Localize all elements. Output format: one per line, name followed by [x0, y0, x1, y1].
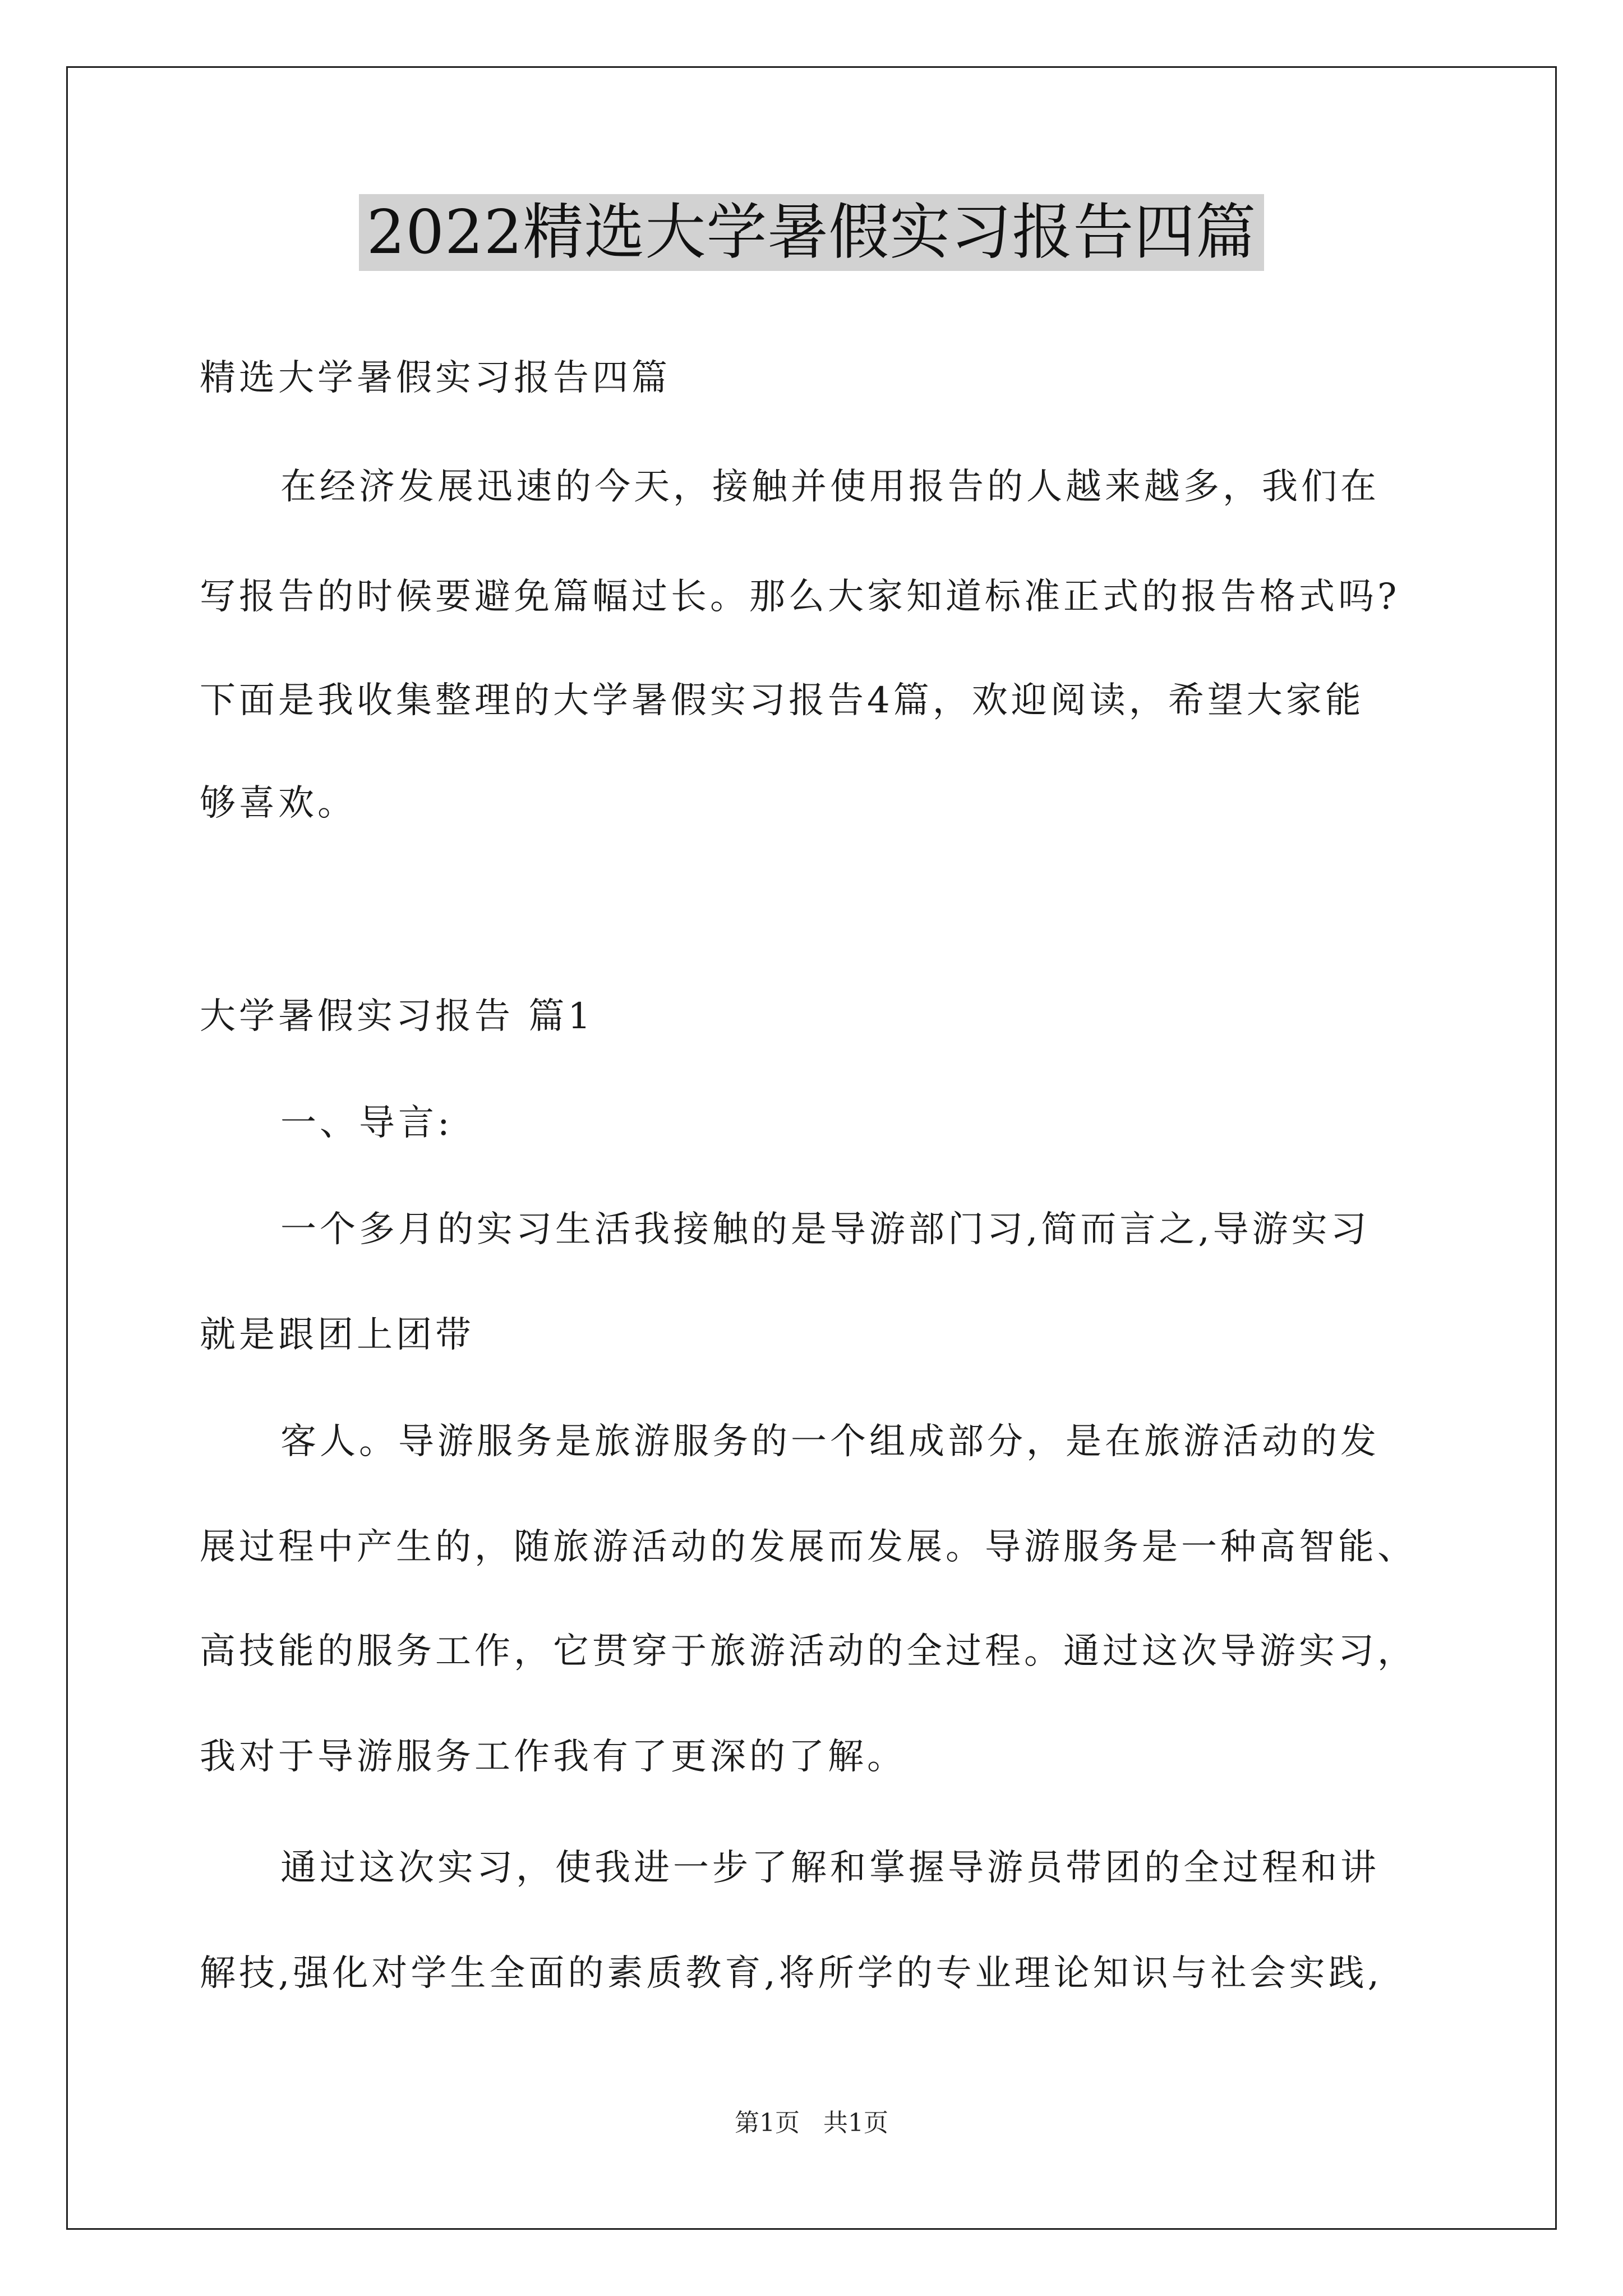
paragraph-line: 一个多月的实习生活我接触的是导游部门习,简而言之,导游实习 — [280, 1209, 1370, 1250]
document-subtitle: 精选大学暑假实习报告四篇 — [200, 357, 671, 399]
intro-line: 在经济发展迅速的今天，接触并使用报告的人越来越多，我们在 — [280, 466, 1380, 508]
paragraph-line: 通过这次实习，使我进一步了解和掌握导游员带团的全过程和讲 — [280, 1847, 1380, 1889]
intro-line: 够喜欢。 — [200, 783, 357, 824]
intro-line: 写报告的时候要避免篇幅过长。那么大家知道标准正式的报告格式吗? — [200, 576, 1400, 618]
document-title-text: 2022精选大学暑假实习报告四篇 — [359, 194, 1265, 271]
paragraph-line: 高技能的服务工作，它贯穿于旅游活动的全过程。通过这次导游实习， — [200, 1631, 1417, 1672]
paragraph-line: 解技,强化对学生全面的素质教育,将所学的专业理论知识与社会实践, — [200, 1953, 1383, 1994]
paragraph-line: 客人。导游服务是旅游服务的一个组成部分，是在旅游活动的发 — [280, 1421, 1380, 1462]
paragraph-line: 我对于导游服务工作我有了更深的了解。 — [200, 1736, 906, 1778]
section-heading: 大学暑假实习报告 篇1 — [200, 996, 594, 1037]
document-title — [0, 191, 1623, 275]
page-footer — [0, 2106, 1623, 2140]
paragraph-line: 展过程中产生的，随旅游活动的发展而发展。导游服务是一种高智能、 — [200, 1526, 1417, 1568]
paragraph-line: 一、导言: — [280, 1102, 453, 1144]
page-total: 共1页 — [823, 2109, 888, 2137]
intro-line: 下面是我收集整理的大学暑假实习报告4篇，欢迎阅读，希望大家能 — [200, 680, 1364, 721]
paragraph-line: 就是跟团上团带 — [200, 1314, 474, 1356]
page-number: 第1页 — [735, 2109, 800, 2137]
